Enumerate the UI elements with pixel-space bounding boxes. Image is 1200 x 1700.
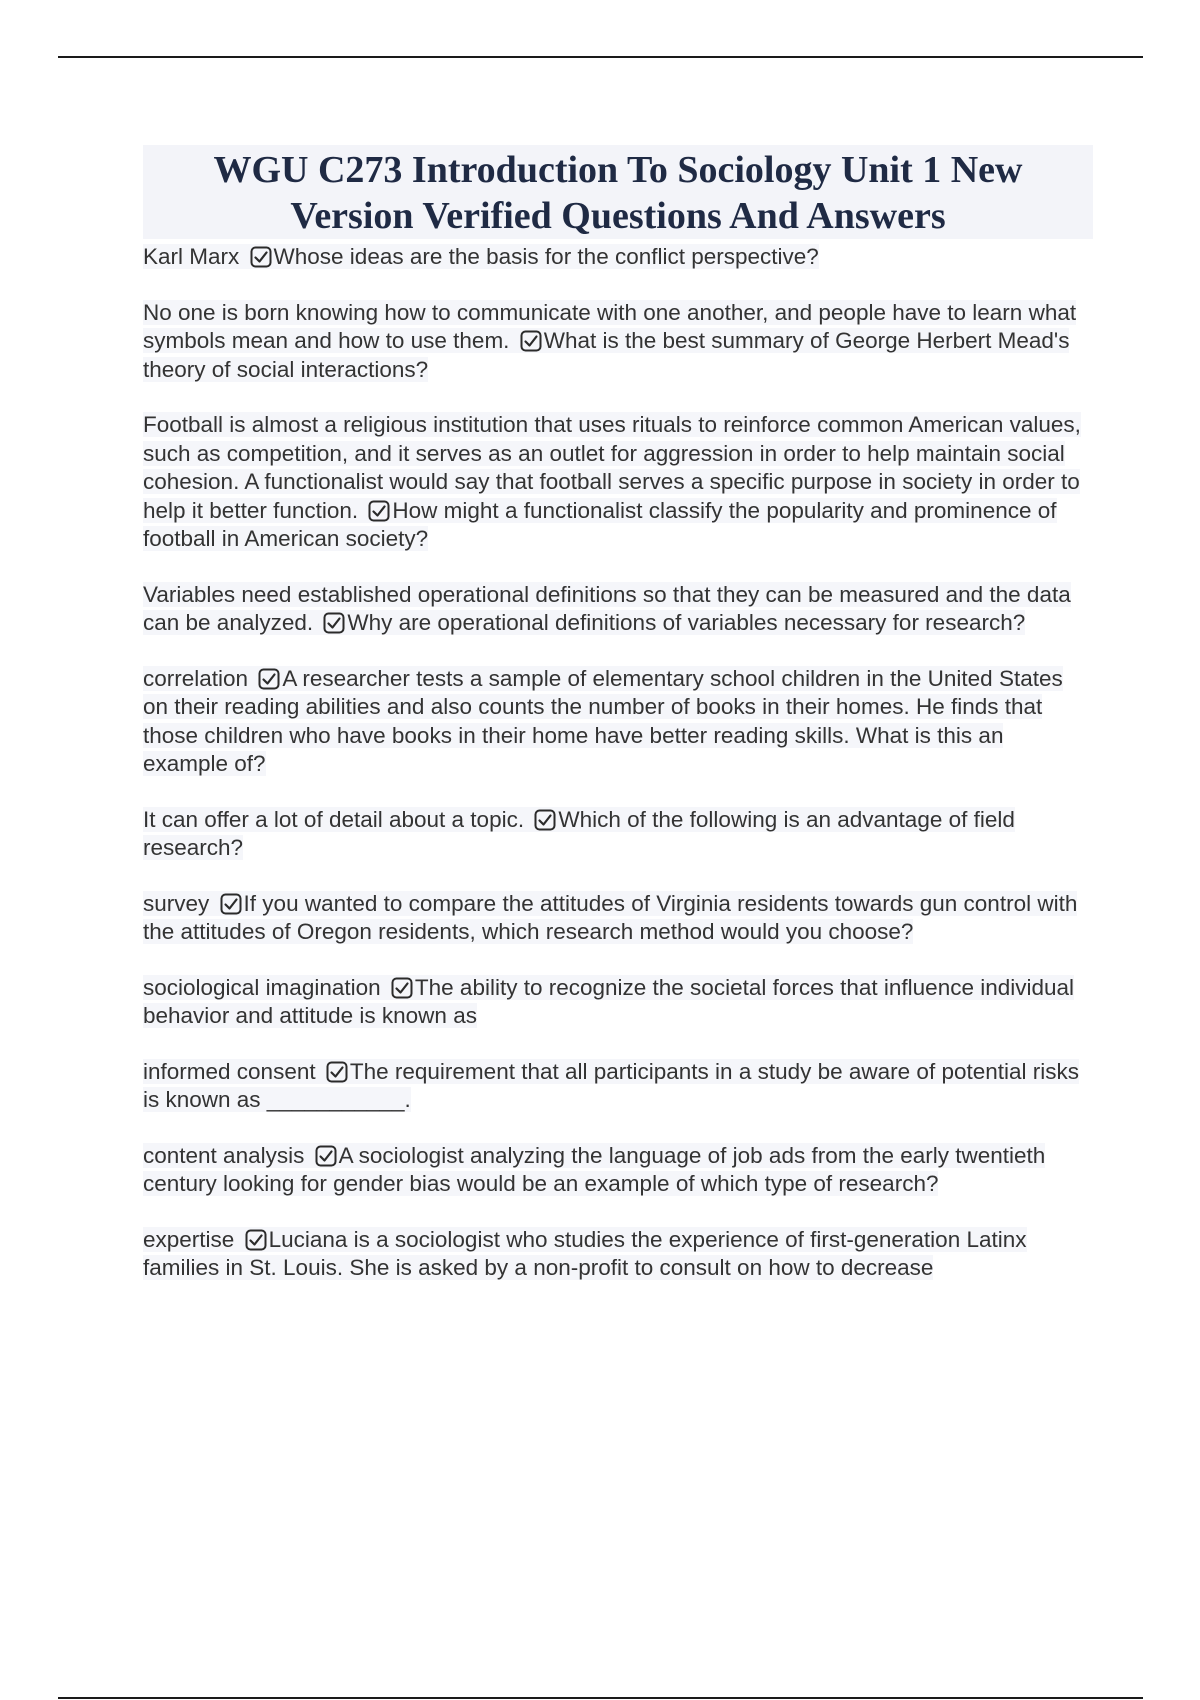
question-text: Why are operational definitions of variables necessary for research? (347, 610, 1026, 635)
question-text: If you wanted to compare the attitudes of Virginia residents towards gun control with the attitudes of Oregon residents, which research method would you choose? (143, 890, 1078, 944)
checkbox-checked-icon (250, 246, 272, 268)
answer-text: expertise (143, 1226, 235, 1252)
qa-item (143, 581, 1093, 638)
qa-item (143, 299, 1093, 385)
checkbox-checked-icon (520, 330, 542, 352)
checkbox-checked-icon (220, 893, 242, 915)
question-text: The ability to recognize the societal forces that influence individual behavior and attitude is known as (143, 974, 1075, 1028)
question-text: Luciana is a sociologist who studies the experience of first-generation Latinx families in St. Louis. She is asked by a non-profit to consult on how to decrease (143, 1226, 1027, 1280)
qa-item (143, 974, 1093, 1031)
answer-text: survey (143, 890, 210, 916)
question-text: Whose ideas are the basis for the conflict perspective? (273, 244, 819, 269)
qa-item (143, 665, 1093, 779)
checkbox-checked-icon (258, 668, 280, 690)
question-text: A researcher tests a sample of elementary school children in the United States on their reading abilities and also counts the number of books in their homes. He finds that those children who have books in their home have better reading skills. What is this an example of? (143, 665, 1063, 776)
answer-text: Football is almost a religious institution that uses rituals to reinforce common American values, such as competition, and it serves as an outlet for aggression in order to help maintain social cohesion. A functionalist would say that football serves a specific purpose in society in order to help it better function. (143, 412, 1081, 523)
top-rule (58, 56, 1143, 58)
document-title: WGU C273 Introduction To Sociology Unit 1 New Version Verified Questions And Answers (143, 145, 1093, 239)
qa-item (143, 411, 1093, 554)
checkbox-checked-icon (315, 1145, 337, 1167)
checkbox-checked-icon (368, 500, 390, 522)
question-text: How might a functionalist classify the popularity and prominence of football in American society? (143, 497, 1057, 551)
answer-text: content analysis (143, 1142, 305, 1168)
bottom-rule (58, 1697, 1143, 1699)
question-text: Which of the following is an advantage of field research? (143, 806, 1015, 860)
qa-item (143, 890, 1093, 947)
question-text: The requirement that all participants in a study be aware of potential risks is known as ___________. (143, 1058, 1080, 1112)
answer-text: No one is born knowing how to communicate with one another, and people have to learn what symbols mean and how to use them. (143, 299, 1077, 353)
answer-text: Variables need established operational definitions so that they can be measured and the data can be analyzed. (143, 581, 1071, 635)
checkbox-checked-icon (391, 977, 413, 999)
answer-text: It can offer a lot of detail about a topic. (143, 806, 525, 832)
answer-text: Karl Marx (143, 244, 240, 269)
document-body (143, 145, 1093, 1310)
qa-item (143, 1142, 1093, 1199)
answer-text: correlation (143, 665, 249, 691)
checkbox-checked-icon (323, 612, 345, 634)
qa-item (143, 806, 1093, 863)
checkbox-checked-icon (245, 1229, 267, 1251)
qa-item (143, 1226, 1093, 1283)
question-text: What is the best summary of George Herbert Mead's theory of social interactions? (143, 328, 1070, 382)
checkbox-checked-icon (534, 809, 556, 831)
answer-text: sociological imagination (143, 974, 381, 1000)
qa-item (143, 1058, 1093, 1115)
qa-item (143, 243, 1093, 272)
answer-text: informed consent (143, 1058, 316, 1084)
question-text: A sociologist analyzing the language of job ads from the early twentieth century looking for gender bias would be an example of which type of research? (143, 1142, 1046, 1196)
checkbox-checked-icon (326, 1061, 348, 1083)
